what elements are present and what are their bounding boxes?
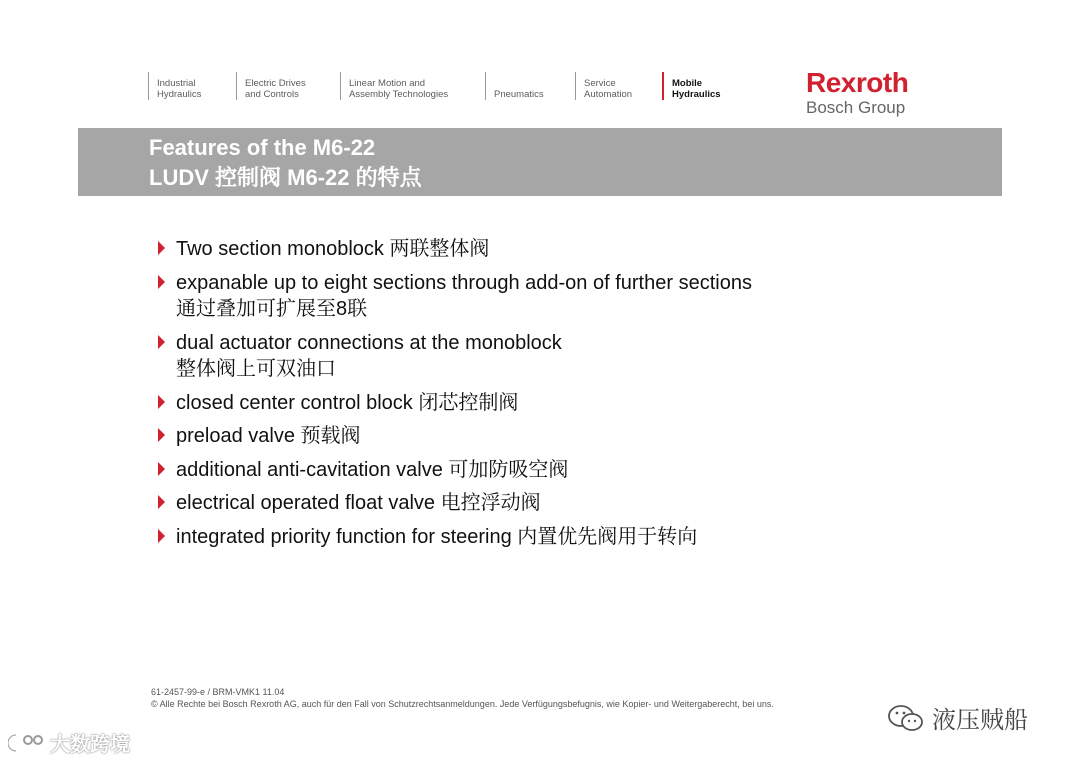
nav-item-service-automation[interactable] bbox=[575, 72, 632, 100]
footer-copyright bbox=[151, 686, 774, 710]
logo-brand: Rexroth bbox=[806, 67, 909, 98]
rexroth-logo bbox=[806, 68, 936, 117]
bullet-text: additional anti-cavitation valve 可加防吸空阀 bbox=[176, 458, 569, 481]
list-item bbox=[156, 423, 1016, 450]
list-item bbox=[156, 330, 1016, 383]
bullet-arrow-icon bbox=[158, 428, 165, 442]
bullet-arrow-icon bbox=[158, 241, 165, 255]
title-line-chinese: LUDV 控制阀 M6-22 的特点 bbox=[149, 165, 422, 190]
list-item bbox=[156, 270, 1016, 323]
bullet-text: integrated priority function for steering 内置优先阀用于转向 bbox=[176, 525, 698, 548]
list-item bbox=[156, 457, 1016, 484]
bullet-arrow-icon bbox=[158, 462, 165, 476]
bullet-text: electrical operated float valve 电控浮动阀 bbox=[176, 492, 541, 514]
list-item bbox=[156, 236, 1016, 263]
footer-doc-id: 61-2457-99-e / BRM-VMK1 11.04 bbox=[151, 687, 285, 697]
title-band bbox=[78, 128, 1002, 196]
bullet-text: Two section monoblock 两联整体阀 bbox=[176, 238, 490, 260]
watermark-logo-icon bbox=[8, 732, 46, 754]
list-item bbox=[156, 390, 1016, 417]
nav-item-line2: Hydraulics bbox=[157, 88, 202, 100]
watermark-left bbox=[8, 728, 130, 757]
bullet-text: expanable up to eight sections through add-on of further sections bbox=[176, 271, 752, 294]
bullet-arrow-icon bbox=[158, 335, 165, 349]
nav-item-linear-motion[interactable] bbox=[340, 72, 448, 100]
bullet-arrow-icon bbox=[158, 395, 165, 409]
bullet-text: closed center control block 闭芯控制阀 bbox=[176, 391, 519, 414]
nav-item-line1: Electric Drives bbox=[245, 78, 306, 89]
logo-group: Bosch Group bbox=[806, 98, 906, 117]
bullet-arrow-icon bbox=[158, 529, 165, 543]
list-item bbox=[156, 524, 1016, 551]
feature-list bbox=[156, 236, 1016, 557]
bullet-arrow-icon bbox=[158, 275, 165, 289]
nav-item-electric-drives[interactable] bbox=[236, 72, 306, 100]
nav-item-line2: Hydraulics bbox=[672, 88, 721, 100]
nav-item-line1: Industrial bbox=[157, 78, 196, 89]
footer-rights: © Alle Rechte bei Bosch Rexroth AG, auch für den Fall von Schutzrechtsanmeldungen. Jede Verfügungsbefugnis, wie Kopier- und Weitergaberecht, bei uns. bbox=[151, 699, 774, 709]
bullet-text: dual actuator connections at the monoblock bbox=[176, 331, 562, 354]
nav-item-line1: Service bbox=[584, 78, 616, 89]
bullet-arrow-icon bbox=[158, 495, 165, 509]
nav-item-line2: Pneumatics bbox=[494, 88, 544, 100]
title-line-english: Features of the M6-22 bbox=[149, 135, 376, 160]
watermark-left-text: 大数跨境 bbox=[50, 734, 130, 756]
nav-item-line1: Mobile bbox=[672, 78, 703, 89]
nav-item-line2: Automation bbox=[584, 88, 633, 100]
bullet-text-cn: 通过叠加可扩展至8联 bbox=[176, 298, 368, 320]
bullet-text: preload valve 预载阀 bbox=[176, 425, 361, 447]
nav-item-mobile-hydraulics[interactable] bbox=[662, 72, 721, 100]
bullet-text-cn: 整体阀上可双油口 bbox=[176, 358, 336, 380]
watermark-right bbox=[886, 700, 1028, 735]
watermark-right-text: 液压贼船 bbox=[932, 707, 1028, 734]
list-item bbox=[156, 490, 1016, 517]
nav-item-pneumatics[interactable] bbox=[485, 72, 544, 100]
nav-item-line2: and Controls bbox=[245, 88, 299, 100]
nav-item-industrial-hydraulics[interactable] bbox=[148, 72, 201, 100]
nav-item-line1: Linear Motion and bbox=[349, 78, 426, 89]
wechat-icon bbox=[886, 703, 926, 733]
nav-item-line2: Assembly Technologies bbox=[349, 88, 449, 100]
